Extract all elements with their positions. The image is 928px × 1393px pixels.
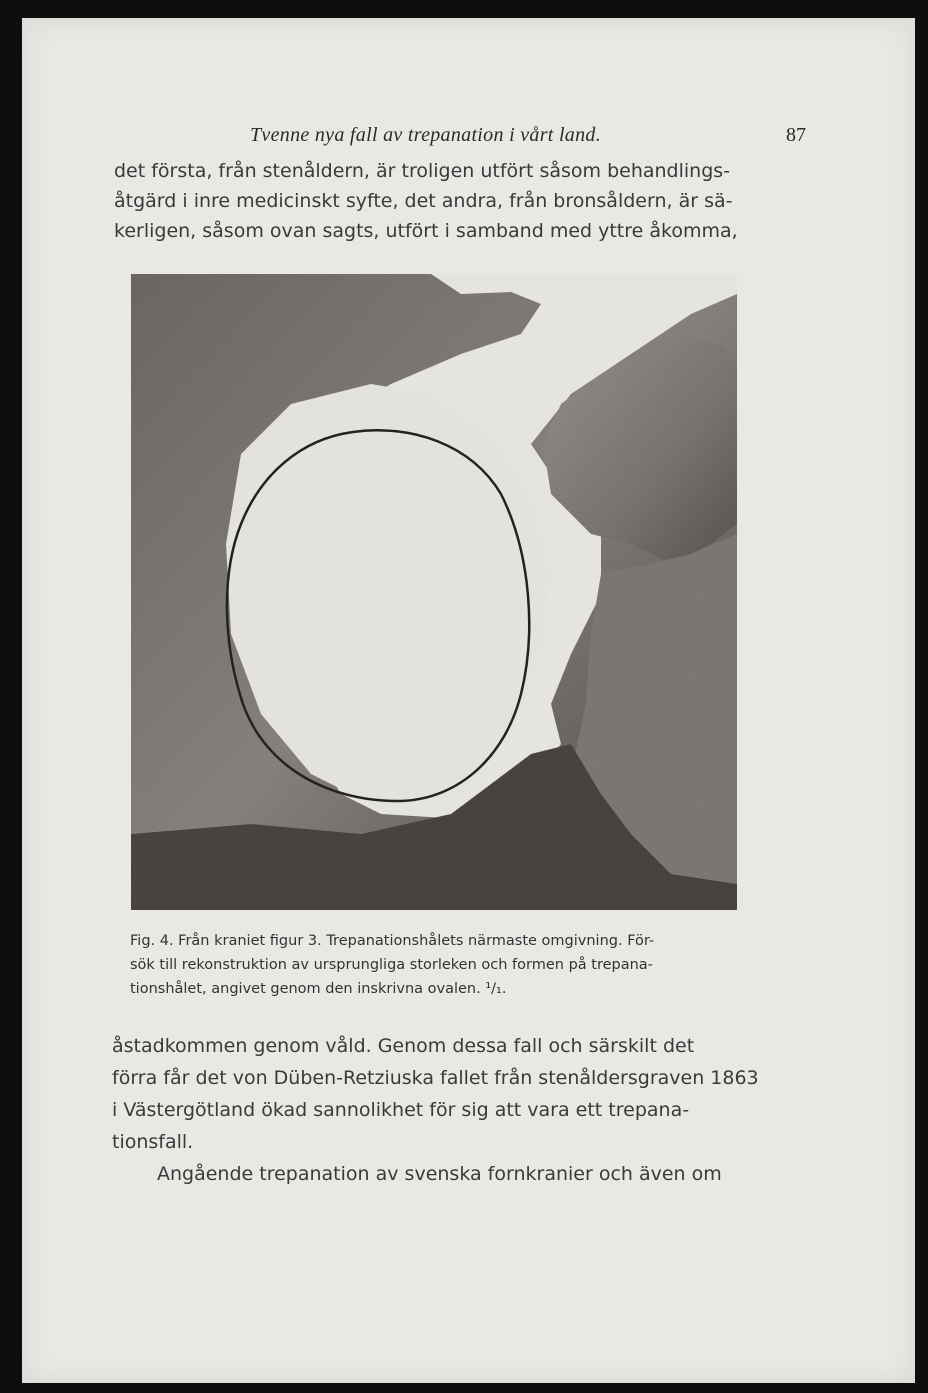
figure-caption <box>130 929 740 1001</box>
skull-photograph-image <box>131 274 737 910</box>
running-head-title: Tvenne nya fall av trepanation i vårt land. <box>250 124 601 146</box>
text-line: tionsfall. <box>112 1131 194 1153</box>
text-line: förra får det von Düben-Retziuska fallet från stenåldersgraven 1863 <box>112 1067 759 1089</box>
page-number: 87 <box>786 124 806 146</box>
text-line: det första, från stenåldern, är troligen utfört såsom behandlings- <box>114 160 731 182</box>
text-line: i Västergötland ökad sannolikhet för sig att vara ett trepana- <box>112 1099 690 1121</box>
paragraph-bottom <box>112 1030 782 1190</box>
text-line: Angående trepanation av svenska fornkranier och även om <box>157 1163 722 1185</box>
skull-photograph <box>131 274 737 910</box>
book-page <box>22 18 915 1383</box>
paragraph-top <box>114 156 779 246</box>
caption-line: tionshålet, angivet genom den inskrivna ovalen. ¹/₁. <box>130 981 507 997</box>
text-line: åstadkommen genom våld. Genom dessa fall och särskilt det <box>112 1035 695 1057</box>
running-head <box>22 124 915 152</box>
text-line: kerligen, såsom ovan sagts, utfört i samband med yttre åkomma, <box>114 220 738 242</box>
caption-line: Fig. 4. Från kraniet figur 3. Trepanationshålets närmaste omgivning. För- <box>130 933 655 949</box>
caption-line: sök till rekonstruktion av ursprungliga storleken och formen på trepana- <box>130 957 653 973</box>
text-line: åtgärd i inre medicinskt syfte, det andra, från bronsåldern, är sä- <box>114 190 733 212</box>
